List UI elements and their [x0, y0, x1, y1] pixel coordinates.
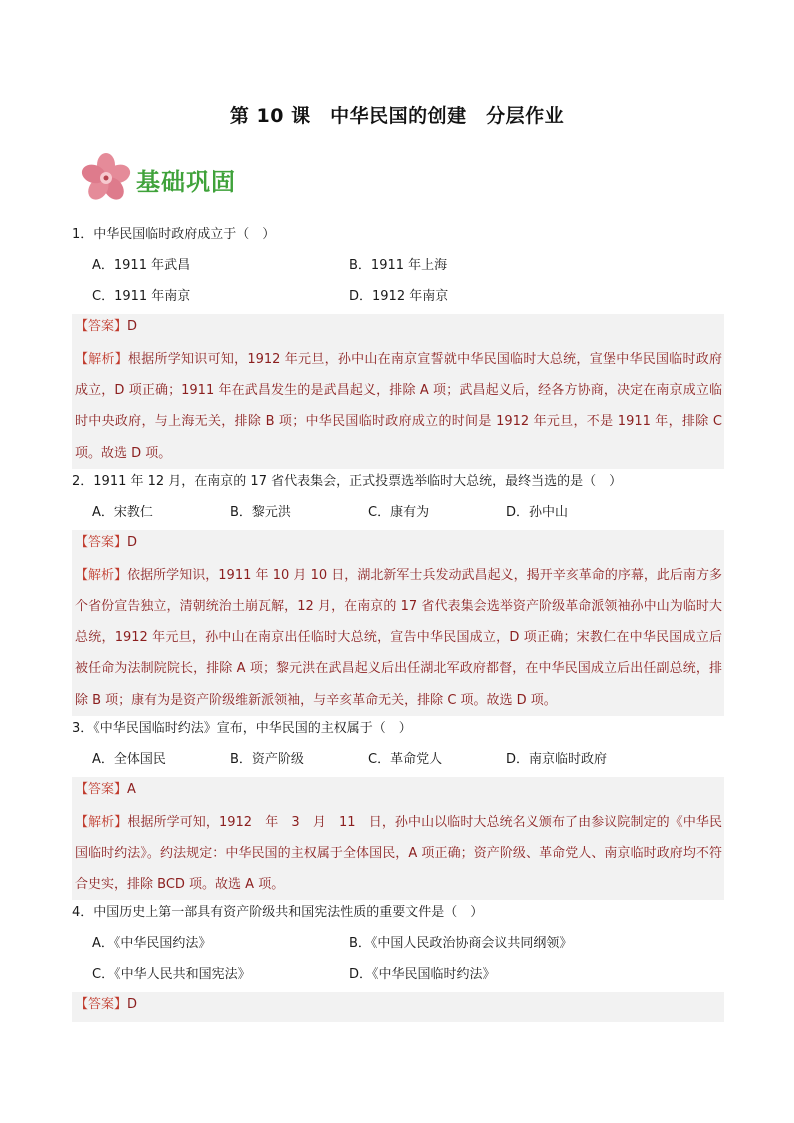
question-stem: 4．中国历史上第一部具有资产阶级共和国宪法性质的重要文件是（ ） — [72, 905, 484, 921]
option-a: A．1911 年武昌 — [92, 258, 191, 273]
analysis-line — [72, 807, 724, 901]
option-a: A．宋教仁 — [92, 504, 153, 520]
option-c: C．革命党人 — [368, 751, 443, 767]
answer-label: 【答案】 — [75, 534, 128, 550]
plum-blossom-icon — [78, 150, 134, 206]
question-stem: 1．中华民国临时政府成立于（ ） — [72, 227, 276, 242]
option-c: C．《中华人民共和国宪法》 — [92, 967, 251, 983]
option-row — [72, 746, 724, 777]
option-row — [72, 499, 724, 530]
option-b: B．1911 年上海 — [349, 258, 448, 273]
answer-label: 【答案】 — [75, 319, 128, 334]
section-header — [78, 150, 278, 206]
analysis-label: 【解析】 — [75, 814, 128, 830]
option-d: D．南京临时政府 — [506, 751, 608, 767]
option-d: D．孙中山 — [506, 504, 569, 520]
answer-block — [72, 314, 724, 469]
answer-block — [72, 777, 724, 901]
option-c: C．1911 年南京 — [92, 289, 191, 304]
analysis-line — [72, 560, 724, 716]
option-row — [72, 283, 724, 314]
option-row — [72, 930, 724, 961]
option-a: A．《中华民国约法》 — [92, 936, 212, 952]
answer-block — [72, 530, 724, 716]
option-b: B．资产阶级 — [230, 751, 304, 767]
answer-label: 【答案】 — [75, 997, 128, 1013]
answer-line — [72, 777, 724, 807]
answer-line — [72, 314, 724, 344]
question-list — [72, 222, 724, 1022]
section-title: 基础巩固 — [136, 168, 236, 196]
option-d: D．1912 年南京 — [349, 289, 449, 304]
analysis-label: 【解析】 — [75, 352, 129, 367]
answer-label: 【答案】 — [75, 781, 128, 797]
analysis-label: 【解析】 — [75, 567, 128, 583]
answer-value: D — [127, 997, 138, 1013]
answer-value: A — [127, 781, 136, 797]
analysis-text: 根据所学可知，1912 年 3 月 11 日，孙中山以临时大总统名义颁布了由参议院制定的《中华民国临时约法》。约法规定：中华民国的主权属于全体国民，A 项正确；资产阶级、革命党人、南京临时政府均不符合史实，排除 BCD 项。故选 A 项。 — [75, 814, 722, 893]
option-row — [72, 961, 724, 992]
answer-block — [72, 992, 724, 1022]
page-title: 第 10 课 中华民国的创建 分层作业 — [229, 105, 565, 127]
answer-value: D — [127, 534, 138, 550]
answer-line — [72, 530, 724, 560]
option-b: B．黎元洪 — [230, 504, 291, 520]
analysis-line — [72, 344, 724, 469]
option-b: B．《中国人民政治协商会议共同纲领》 — [349, 936, 573, 952]
analysis-text: 根据所学知识可知，1912 年元旦，孙中山在南京宣誓就中华民国临时大总统，宣堡中华民国临时政府成立，D 项正确；1911 年在武昌发生的是武昌起义，排除 A 项；武昌起义后，经各方协商，决定在南京成立临时中央政府，与上海无关，排除 B 项；中华民国临时政府成立的时间是 1912 年元旦，不是 1911 年，排除 C 项。故选 D 项。 — [75, 352, 722, 461]
option-row — [72, 252, 724, 283]
question-stem: 2．1911 年 12 月，在南京的 17 省代表集会，正式投票选举临时大总统，最终当选的是（ ） — [72, 473, 623, 489]
option-d: D．《中华民国临时约法》 — [349, 967, 496, 983]
answer-line — [72, 992, 724, 1022]
analysis-text: 依据所学知识，1911 年 10 月 10 日，湖北新军士兵发动武昌起义，揭开辛亥革命的序幕，此后南方多个省份宣告独立，清朝统治土崩瓦解，12 月，在南京的 17 省代表集会选举资产阶级革命派领袖孙中山为临时大总统，1912 年元旦，孙中山在南京出任临时大总统，宣告中华民国成立，D 项正确；宋教仁在中华民国成立后被任命为法制院院长，排除 A 项；黎元洪在武昌起义后出任湖北军政府都督，在中华民国成立后出任副总统，排除 B 项；康有为是资产阶级维新派领袖，与辛亥革命无关，排除 C 项。故选 D 项。 — [75, 567, 722, 708]
option-a: A．全体国民 — [92, 751, 166, 767]
option-c: C．康有为 — [368, 504, 430, 520]
answer-value: D — [127, 319, 138, 334]
question-stem: 3．《中华民国临时约法》宣布，中华民国的主权属于（ ） — [72, 720, 412, 736]
